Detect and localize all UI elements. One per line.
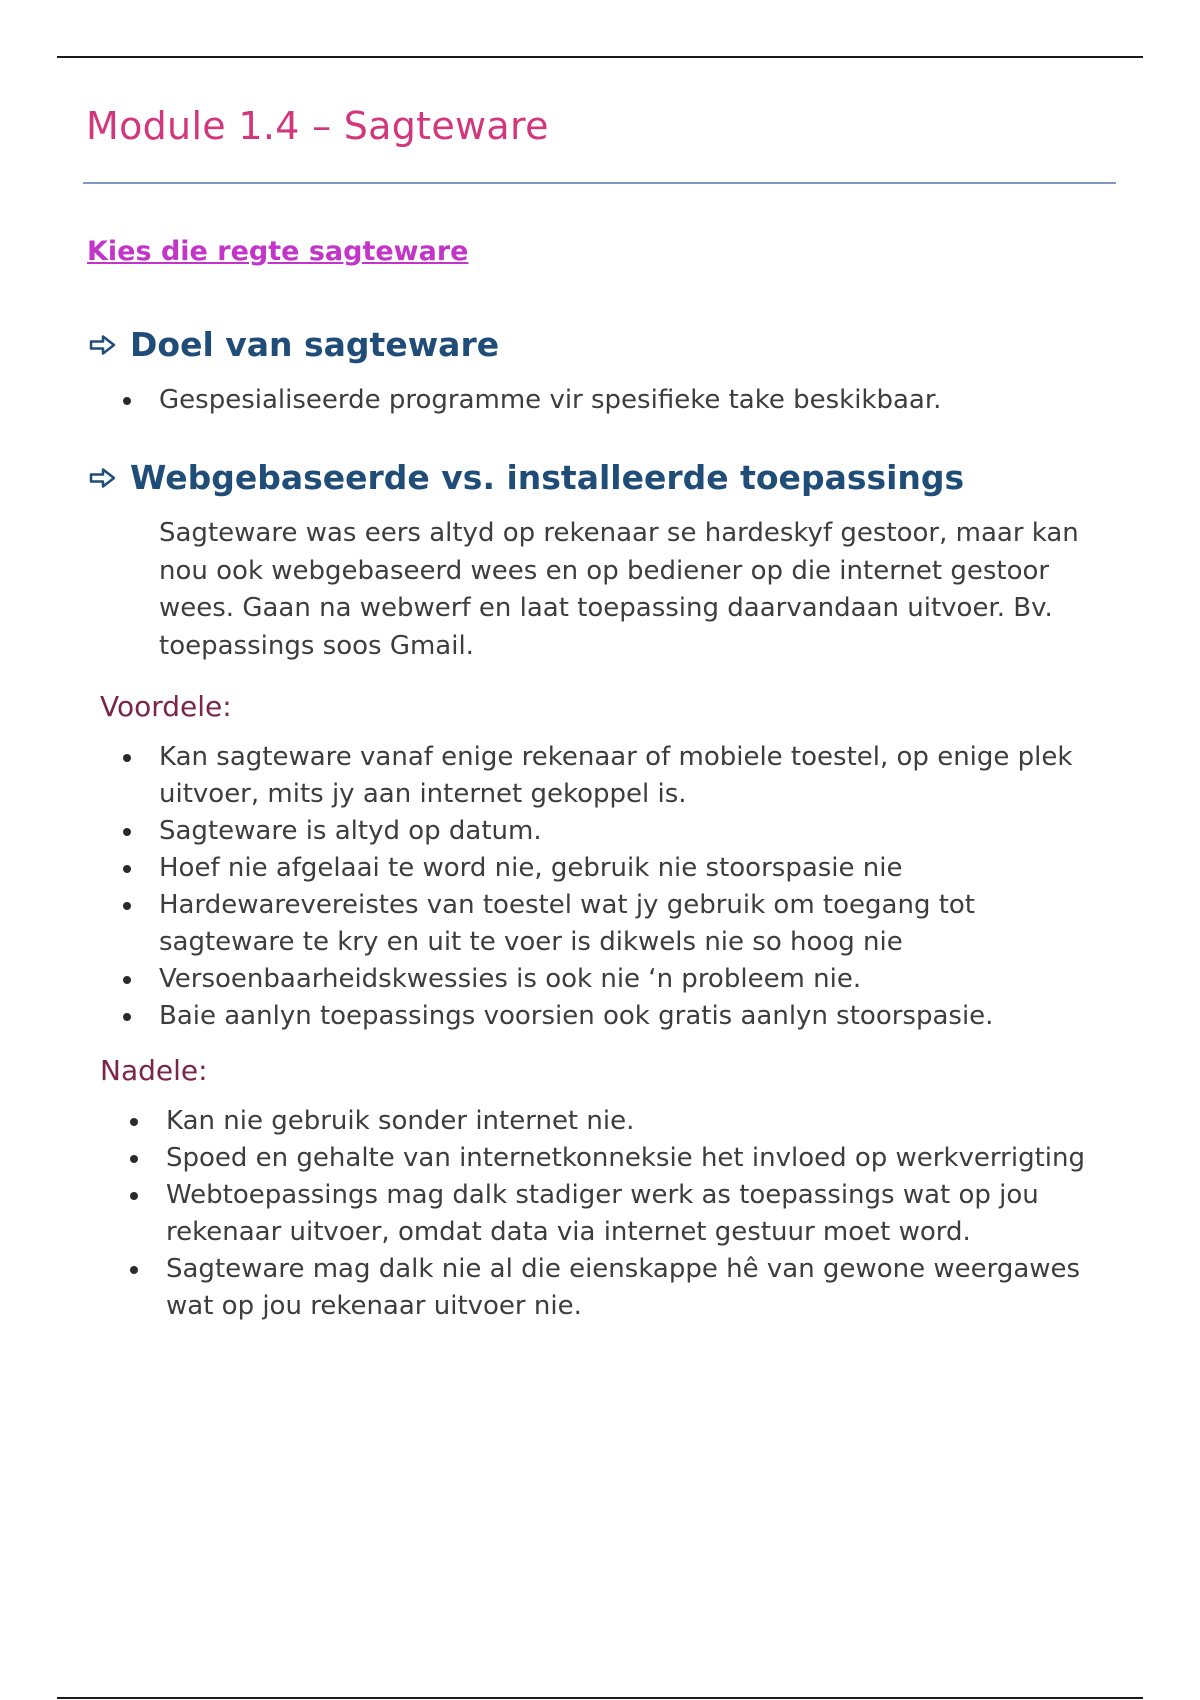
list-item: Sagteware mag dalk nie al die eienskappe hê van gewone weergawes wat op jou rekenaar uitvoer nie. bbox=[130, 1251, 1100, 1325]
list-item: Spoed en gehalte van internetkonneksie het invloed op werkverrigting bbox=[130, 1140, 1100, 1177]
list-item: Sagteware is altyd op datum. bbox=[123, 813, 1083, 850]
doel-bullet-list bbox=[123, 382, 1083, 419]
subtitle-heading: Kies die regte sagteware bbox=[87, 236, 469, 267]
top-border-rule bbox=[57, 56, 1143, 58]
advantages-list bbox=[123, 739, 1083, 1035]
list-item: Kan nie gebruik sonder internet nie. bbox=[130, 1103, 1100, 1140]
section-heading-webgebaseerd bbox=[88, 458, 964, 497]
list-item: Baie aanlyn toepassings voorsien ook gratis aanlyn stoorspasie. bbox=[123, 998, 1083, 1035]
list-item: Kan sagteware vanaf enige rekenaar of mobiele toestel, op enige plek uitvoer, mits jy aan internet gekoppel is. bbox=[123, 739, 1083, 813]
advantages-label: Voordele: bbox=[100, 690, 232, 723]
webgebaseerd-paragraph: Sagteware was eers altyd op rekenaar se hardeskyf gestoor, maar kan nou ook webgebaseerd wees en op bediener op die internet gestoor wees. Gaan na webwerf en laat toepassing daarvandaan uitvoer. Bv. toepassings soos Gmail. bbox=[159, 518, 1079, 661]
list-item: Hardewarevereistes van toestel wat jy gebruik om toegang tot sagteware te kry en uit te voer is dikwels nie so hoog nie bbox=[123, 887, 1083, 961]
page-title: Module 1.4 – Sagteware bbox=[86, 104, 549, 148]
list-item: Webtoepassings mag dalk stadiger werk as toepassings wat op jou rekenaar uitvoer, omdat data via internet gestuur moet word. bbox=[130, 1177, 1100, 1251]
list-item: Versoenbaarheidskwessies is ook nie ‘n probleem nie. bbox=[123, 961, 1083, 998]
right-arrow-outline-icon bbox=[88, 467, 118, 489]
right-arrow-outline-icon bbox=[88, 334, 118, 356]
section-heading-doel bbox=[88, 325, 499, 364]
title-underline-rule bbox=[83, 182, 1116, 184]
list-item: Gespesialiseerde programme vir spesifieke take beskikbaar. bbox=[123, 382, 1083, 419]
disadvantages-label: Nadele: bbox=[100, 1054, 208, 1087]
list-item: Hoef nie afgelaai te word nie, gebruik nie stoorspasie nie bbox=[123, 850, 1083, 887]
disadvantages-list bbox=[130, 1103, 1100, 1325]
bottom-border-rule bbox=[57, 1697, 1143, 1699]
section-heading-text: Doel van sagteware bbox=[130, 325, 500, 364]
section-heading-text: Webgebaseerde vs. installeerde toepassings bbox=[130, 458, 965, 497]
